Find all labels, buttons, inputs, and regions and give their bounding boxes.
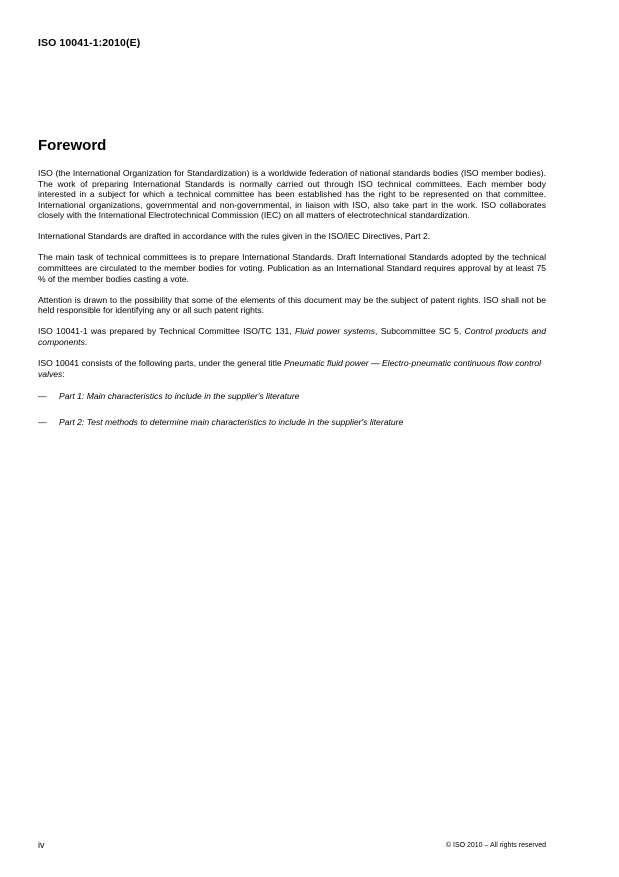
paragraph-parts-intro (38, 358, 546, 379)
subcommittee-name: Control products and components (38, 326, 546, 347)
prepared-by-text-2: , Subcommittee SC 5, (375, 326, 465, 337)
paragraph-iso-intro: ISO (the International Organization for Standardization) is a worldwide federation of national standards bodies (ISO member bodies). The work of preparing International Standards is normally carried out through ISO technical committees. Each member body interested in a subject for which a technical committee has been established has the right to be represented on that committee. International organizations, governmental and non-governmental, in liaison with ISO, also take part in the work. ISO collaborates closely with the International Electrotechnical Commission (IEC) on all matters of electrotechnical standardization. (38, 168, 546, 221)
general-title: Pneumatic fluid power — Electro-pneumatic continuous flow control valves (38, 358, 542, 379)
part-1-label: Part 1: Main characteristics to include in the supplier's literature (59, 391, 300, 402)
dash-bullet: — (38, 391, 47, 402)
dash-bullet: — (38, 416, 47, 427)
committee-name: Fluid power systems (294, 326, 376, 337)
parts-intro-text-2: : (62, 368, 65, 379)
paragraph-prepared-by (38, 326, 546, 347)
copyright-notice: © ISO 2010 – All rights reserved (445, 842, 546, 849)
foreword-body (38, 168, 546, 442)
prepared-by-text-1: ISO 10041-1 was prepared by Technical Committee ISO/TC 131, (38, 326, 295, 337)
list-item-part-1 (38, 391, 546, 402)
page-title: Foreword (38, 137, 107, 154)
paragraph-directives: International Standards are drafted in accordance with the rules given in the ISO/IEC Directives, Part 2. (38, 231, 431, 242)
page-number: iv (38, 840, 45, 850)
paragraph-patent-rights: Attention is drawn to the possibility that some of the elements of this document may be the subject of patent rights. ISO shall not be held responsible for identifying any or all such patent rights. (38, 294, 546, 316)
list-item-part-2 (38, 417, 546, 428)
part-2-label: Part 2: Test methods to determine main characteristics to include in the supplier's literature (59, 416, 404, 427)
paragraph-main-task: The main task of technical committees is to prepare International Standards. Draft International Standards adopted by the technical committees are circulated to the member bodies for voting. Publication as an International Standard requires approval by at least 75 % of the member bodies casting a vote. (38, 252, 546, 284)
document-id-header: ISO 10041-1:2010(E) (38, 37, 141, 49)
prepared-by-text-3: . (84, 336, 88, 347)
parts-intro-text-1: ISO 10041 consists of the following parts, under the general title (38, 358, 285, 369)
